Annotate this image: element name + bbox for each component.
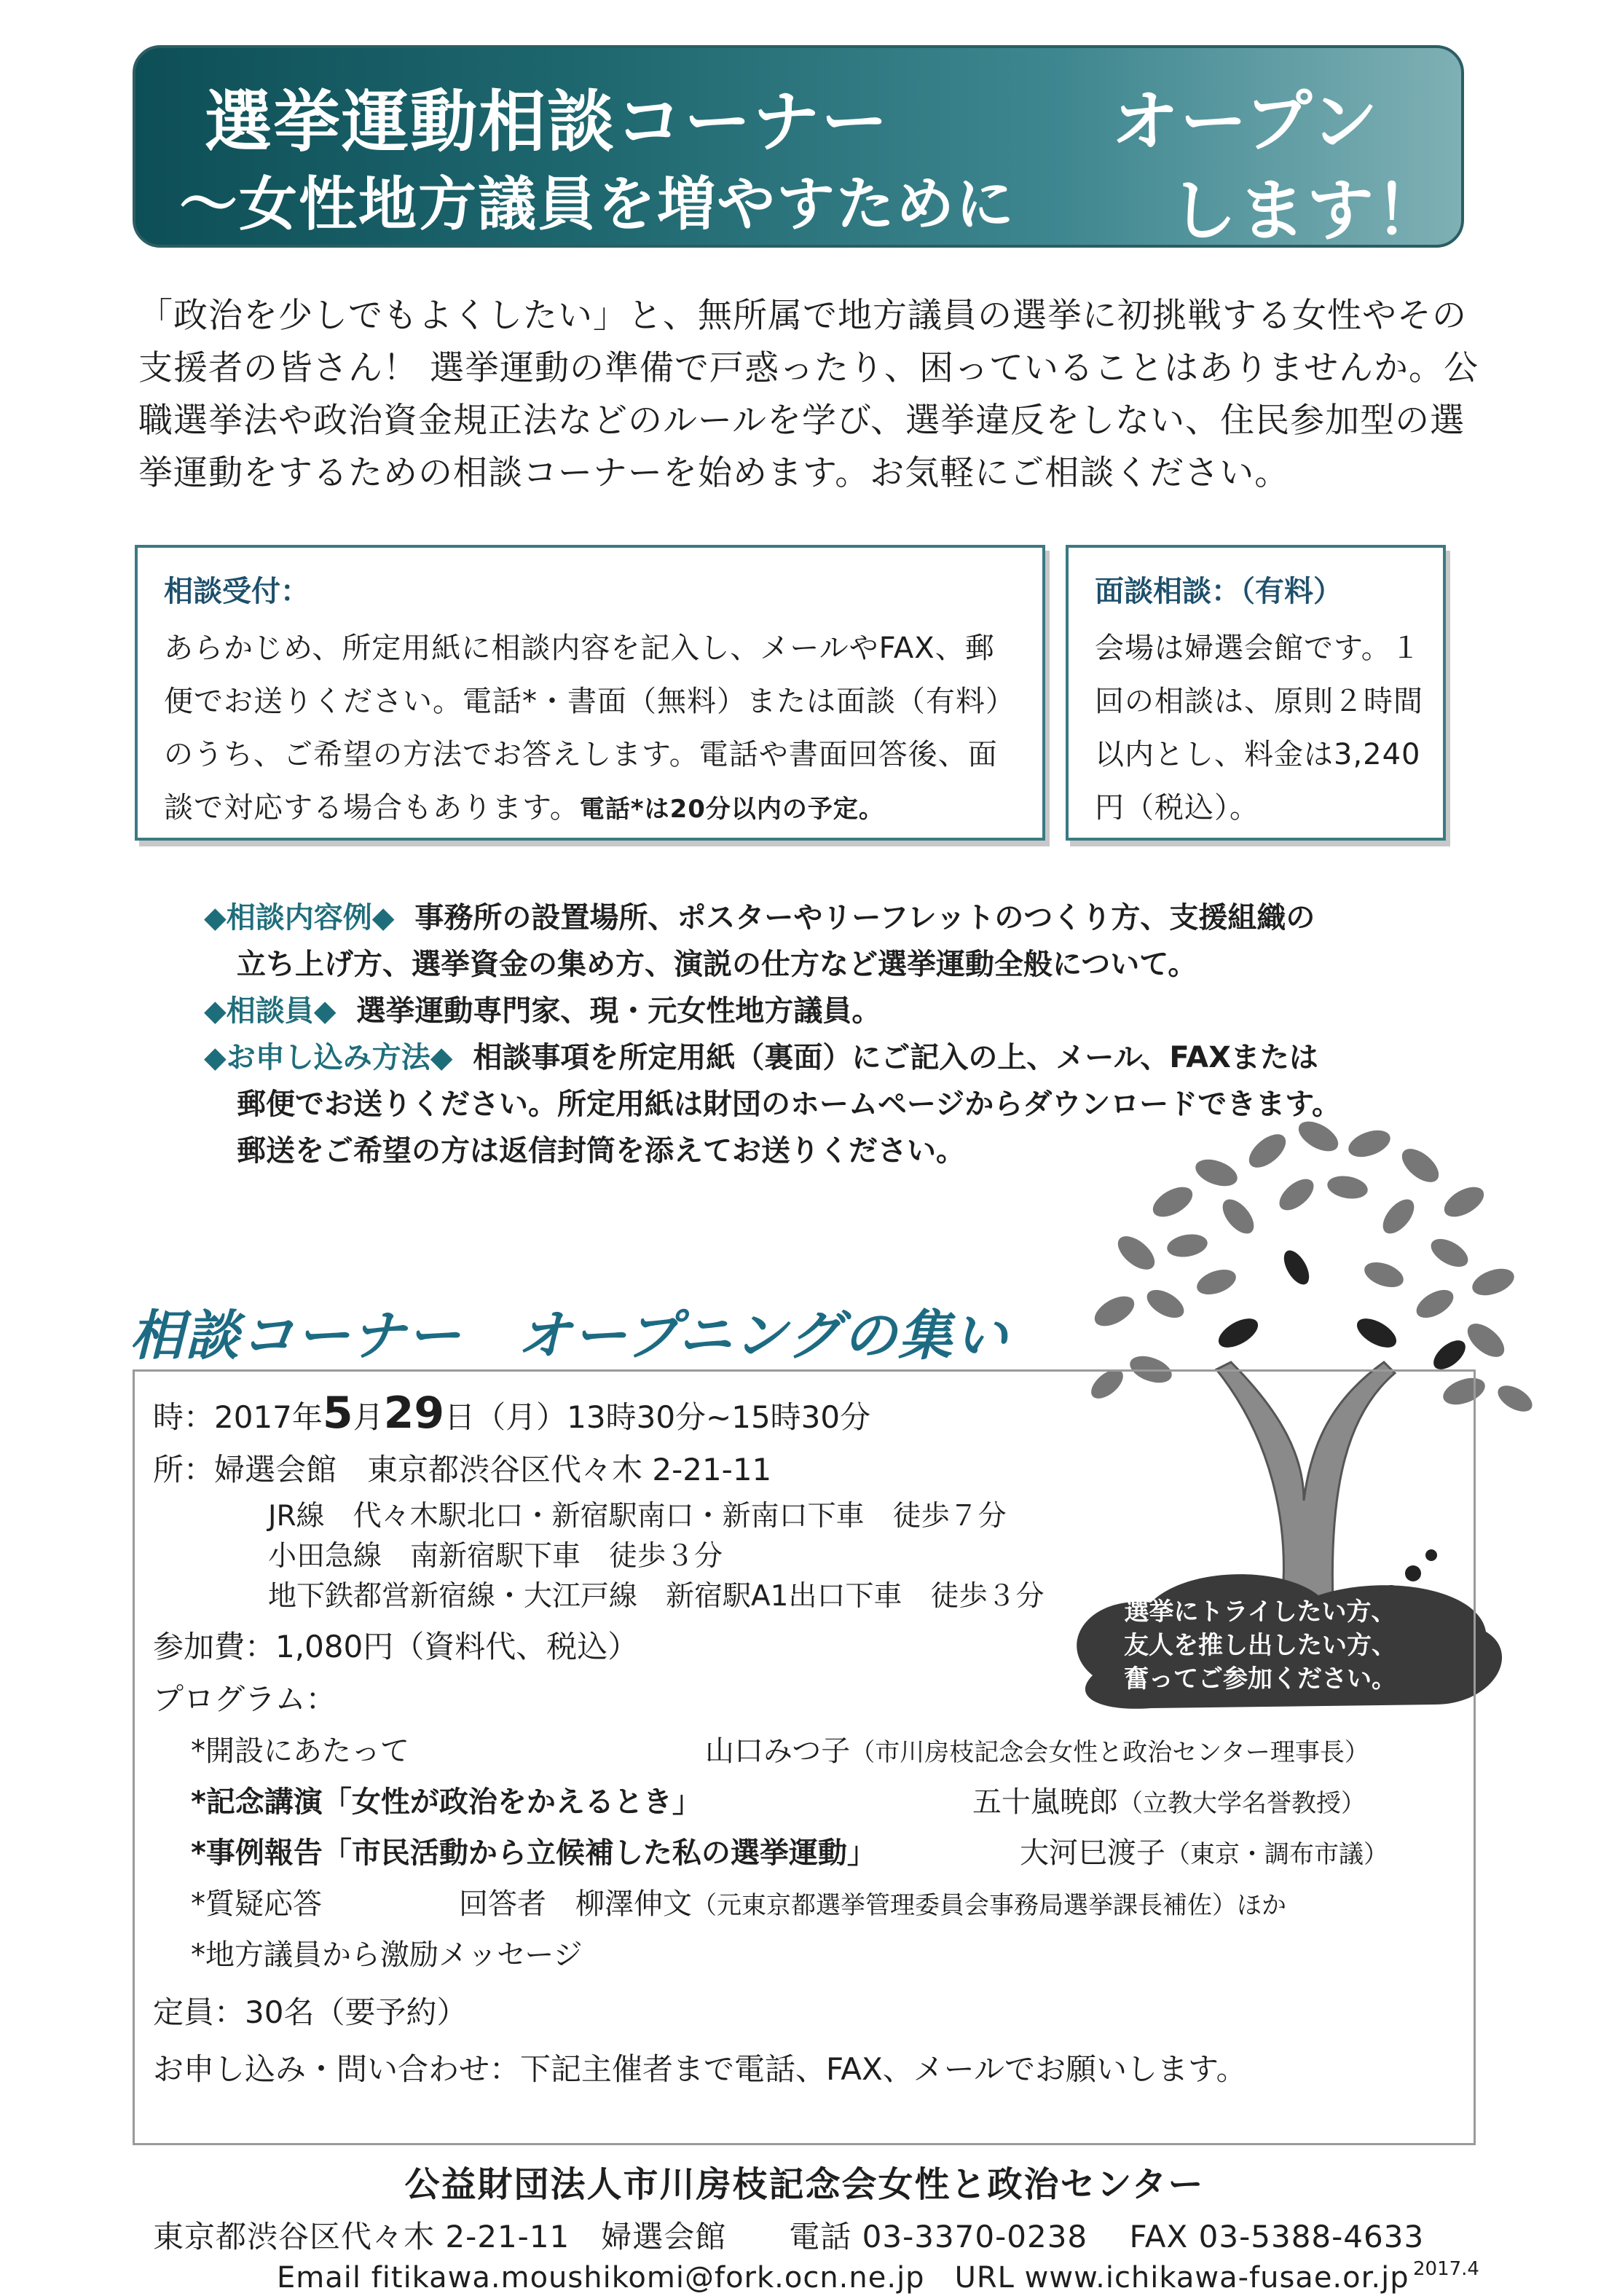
apply-row bbox=[204, 1034, 1318, 1081]
title-banner bbox=[133, 45, 1464, 248]
opening-title: 相談コーナー オープニングの集い bbox=[130, 1305, 1010, 1367]
program-speaker bbox=[1020, 1830, 1388, 1871]
event-time bbox=[153, 1388, 870, 1439]
program-item: *質疑応答 bbox=[191, 1887, 322, 1921]
event-month: 5 bbox=[322, 1388, 353, 1439]
staff-label: ◆相談員◆ bbox=[204, 994, 337, 1028]
footer-address: 東京都渋谷区代々木 2-21-11 婦選会館 電話 03-3370-0238 FAX 03-5388-4633 bbox=[153, 2219, 1425, 2254]
program-label: プログラム： bbox=[153, 1681, 337, 1717]
banner-open-line1: オープン bbox=[1112, 82, 1380, 161]
apply-label: ◆お申し込み方法◆ bbox=[204, 1041, 453, 1074]
examples-row-2: 立ち上げ方、選挙資金の集め方、演説の仕方など選挙運動全般について。 bbox=[237, 948, 1197, 981]
speaker-name: 回答者 柳澤伸文 bbox=[459, 1887, 692, 1921]
program-item: *記念講演「女性が政治をかえるとき」 bbox=[191, 1785, 701, 1819]
access-jr: JR線 代々木駅北口・新宿駅南口・新南口下車 徒歩７分 bbox=[268, 1500, 1007, 1533]
examples-text: 事務所の設置場所、ポスターやリーフレットのつくり方、支援組織の bbox=[414, 901, 1315, 935]
access-subway: 地下鉄都営新宿線・大江戸線 新宿駅A1出口下車 徒歩３分 bbox=[268, 1580, 1045, 1613]
intro-paragraph: 「政治を少しでもよくしたい」と、無所属で地方議員の選挙に初挑戦する女性やその支援者の皆さん！ 選挙運動の準備で戸惑ったり、困っていることはありませんか。公職選挙法や政治資金規正法などのルールを学び、選挙違反をしない、住民参加型の選挙運動をするための相談コーナーを始めます。お気軽にご相談ください。 bbox=[138, 296, 1479, 493]
staff-row bbox=[204, 988, 881, 1034]
program-item: *地方議員から激励メッセージ bbox=[191, 1938, 583, 1972]
speaker-role: （元東京都選挙管理委員会事務局選挙課長補佐）ほか bbox=[692, 1891, 1286, 1920]
examples-label: ◆相談内容例◆ bbox=[204, 901, 395, 935]
event-capacity: 定員：30名（要予約） bbox=[153, 1994, 468, 2030]
speaker-name: 大河巳渡子 bbox=[1020, 1836, 1165, 1870]
program-speaker bbox=[705, 1728, 1369, 1769]
reception-text: あらかじめ、所定用紙に相談内容を記入し、メールやFAX、郵便でお送りください。電話*・書面（無料）または面談（有料）のうち、ご希望の方法でお答えします。電話や書面回答後、面談で対応する場合もあります。 bbox=[164, 632, 1015, 825]
interview-box bbox=[1066, 545, 1446, 841]
speaker-name: 山口みつ子 bbox=[705, 1734, 851, 1768]
staff-text: 選挙運動専門家、現・元女性地方議員。 bbox=[356, 994, 881, 1028]
cloud-line-2: 友人を推し出したい方、 bbox=[1124, 1631, 1396, 1660]
program-item: *事例報告「市民活動から立候補した私の選挙運動」 bbox=[191, 1836, 876, 1870]
program-item: *開設にあたって bbox=[191, 1734, 409, 1768]
reception-body bbox=[164, 622, 1023, 836]
event-contact: お申し込み・問い合わせ：下記主催者まで電話、FAX、メールでお願いします。 bbox=[153, 2051, 1247, 2087]
speaker-role: （東京・調布市議） bbox=[1165, 1840, 1388, 1869]
event-place: 所：婦選会館 東京都渋谷区代々木 2-21-11 bbox=[153, 1452, 772, 1487]
issue-date: 2017.4 bbox=[1413, 2258, 1479, 2280]
cloud-line-3: 奮ってご参加ください。 bbox=[1124, 1664, 1396, 1694]
reception-box bbox=[135, 545, 1045, 841]
event-month-unit: 月 bbox=[353, 1399, 384, 1435]
apply-row-2: 郵便でお送りください。所定用紙は財団のホームページからダウンロードできます。 bbox=[237, 1088, 1341, 1121]
banner-open-line2: します！ bbox=[1170, 171, 1444, 250]
footer-contact: Email fitikawa.moushikomi@fork.ocn.ne.jp URL www.ichikawa-fusae.or.jp bbox=[277, 2261, 1409, 2295]
speaker-name: 五十嵐暁郎 bbox=[972, 1785, 1118, 1819]
event-day: 29 bbox=[383, 1388, 445, 1439]
event-time-prefix: 時：2017年 bbox=[153, 1399, 323, 1435]
event-time-suffix: 日（月）13時30分~15時30分 bbox=[444, 1399, 871, 1435]
reception-note: 電話*は20分以内の予定。 bbox=[579, 795, 884, 824]
program-speaker bbox=[459, 1881, 1286, 1922]
apply-text: 相談事項を所定用紙（裏面）にご記入の上、メール、FAXまたは bbox=[473, 1041, 1318, 1074]
interview-title: 面談相談：（有料） bbox=[1095, 575, 1342, 608]
organization-name: 公益財団法人市川房枝記念会女性と政治センター bbox=[404, 2164, 1205, 2205]
event-fee: 参加費：1,080円（資料代、税込） bbox=[153, 1629, 639, 1664]
cloud-line-1: 選挙にトライしたい方、 bbox=[1124, 1597, 1396, 1627]
speaker-role: （立教大学名誉教授） bbox=[1118, 1789, 1366, 1818]
interview-body: 会場は婦選会館です。１回の相談は、原則２時間以内とし、料金は3,240円（税込）。 bbox=[1095, 632, 1423, 825]
examples-row bbox=[204, 895, 1315, 941]
access-odakyu: 小田急線 南新宿駅下車 徒歩３分 bbox=[268, 1540, 723, 1573]
banner-title: 選挙運動相談コーナー bbox=[205, 82, 890, 161]
apply-row-3: 郵送をご希望の方は返信封筒を添えてお送りください。 bbox=[237, 1134, 965, 1168]
banner-subtitle: ～女性地方議員を増やすために bbox=[179, 170, 1015, 238]
program-speaker bbox=[972, 1779, 1366, 1820]
reception-title: 相談受付： bbox=[164, 575, 310, 608]
speaker-role: （市川房枝記念会女性と政治センター理事長） bbox=[850, 1738, 1369, 1767]
